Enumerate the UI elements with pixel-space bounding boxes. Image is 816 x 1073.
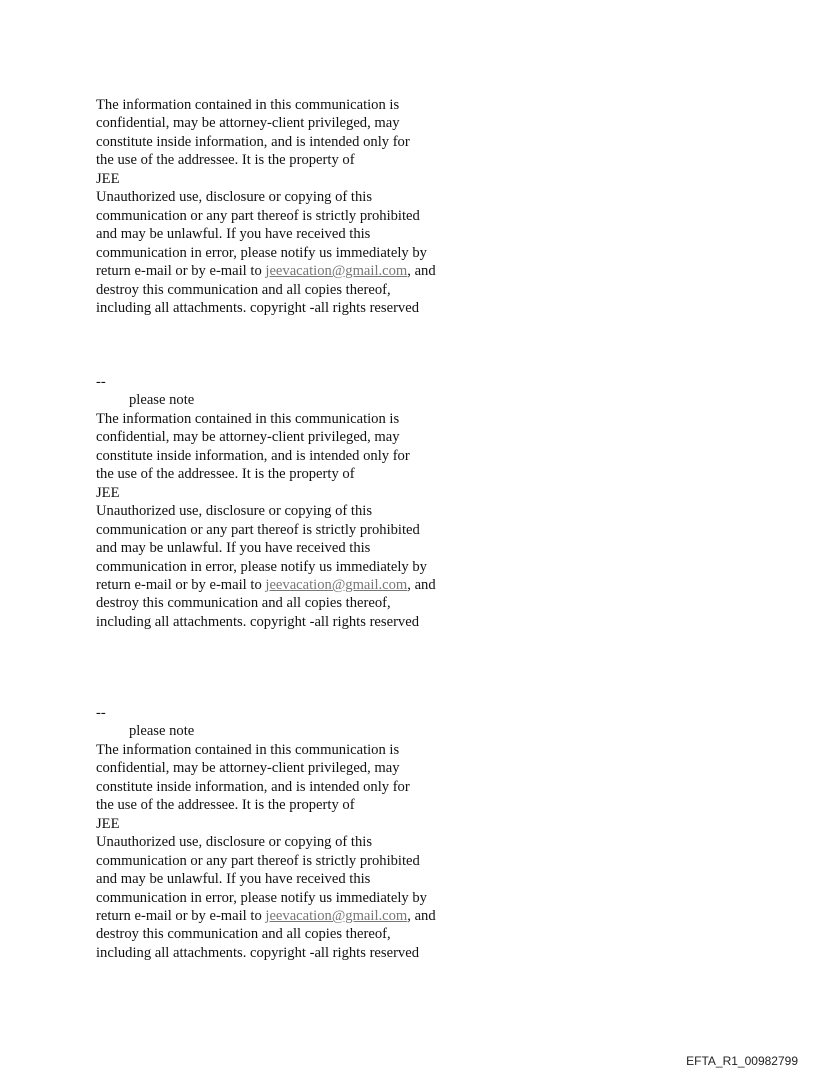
notice-line: confidential, may be attorney-client privileged, may xyxy=(96,760,400,777)
notice-text: , and xyxy=(407,263,436,280)
notice-email-line xyxy=(96,262,516,280)
notice-email-line xyxy=(96,907,516,925)
notice-line: destroy this communication and all copies thereof, xyxy=(96,595,391,612)
notice-line: destroy this communication and all copies thereof, xyxy=(96,281,391,298)
notice-line: The information contained in this communication is xyxy=(96,410,400,427)
notice-email-line xyxy=(96,576,516,594)
notice-line: JEE xyxy=(96,815,120,832)
notice-line: including all attachments. copyright -all rights reserved xyxy=(96,613,419,630)
document-id-stamp: EFTA_R1_00982799 xyxy=(686,1054,798,1068)
confidentiality-notice-2 xyxy=(96,373,516,631)
notice-line: destroy this communication and all copies thereof, xyxy=(96,926,391,943)
confidentiality-notice-3 xyxy=(96,704,516,962)
notice-line: confidential, may be attorney-client privileged, may xyxy=(96,429,400,446)
notice-line: communication or any part thereof is strictly prohibited xyxy=(96,207,420,224)
notice-line: constitute inside information, and is intended only for xyxy=(96,447,410,464)
notice-line: including all attachments. copyright -all rights reserved xyxy=(96,944,419,961)
notice-line: including all attachments. copyright -all rights reserved xyxy=(96,299,419,316)
notice-line: and may be unlawful. If you have received this xyxy=(96,540,371,557)
signature-separator: -- xyxy=(96,705,106,721)
email-link[interactable]: jeevacation@gmail.com xyxy=(265,263,408,280)
notice-line: and may be unlawful. If you have received this xyxy=(96,871,371,888)
notice-line: the use of the addressee. It is the property of xyxy=(96,466,355,483)
notice-line: communication in error, please notify us immediately by xyxy=(96,558,427,575)
notice-line: JEE xyxy=(96,170,120,187)
email-link[interactable]: jeevacation@gmail.com xyxy=(265,907,408,924)
email-link[interactable]: jeevacation@gmail.com xyxy=(265,576,408,593)
notice-text: , and xyxy=(407,576,436,593)
please-note-heading: please note xyxy=(129,723,195,740)
notice-line: Unauthorized use, disclosure or copying of this xyxy=(96,189,373,206)
notice-line: The information contained in this communication is xyxy=(96,97,400,113)
signature-separator: -- xyxy=(96,374,106,390)
notice-text: return e-mail or by e-mail to xyxy=(96,263,266,280)
notice-line: confidential, may be attorney-client privileged, may xyxy=(96,115,400,132)
notice-line: JEE xyxy=(96,484,120,501)
notice-line: communication in error, please notify us immediately by xyxy=(96,244,427,261)
notice-line: Unauthorized use, disclosure or copying of this xyxy=(96,834,373,851)
notice-line: communication in error, please notify us immediately by xyxy=(96,889,427,906)
notice-text: return e-mail or by e-mail to xyxy=(96,907,266,924)
notice-line: constitute inside information, and is intended only for xyxy=(96,778,410,795)
notice-text: return e-mail or by e-mail to xyxy=(96,576,266,593)
notice-line: constitute inside information, and is intended only for xyxy=(96,133,410,150)
notice-line: The information contained in this communication is xyxy=(96,741,400,758)
notice-line: Unauthorized use, disclosure or copying of this xyxy=(96,503,373,520)
please-note-heading: please note xyxy=(129,392,195,409)
notice-text: , and xyxy=(407,907,436,924)
notice-line: the use of the addressee. It is the property of xyxy=(96,797,355,814)
confidentiality-notice-1 xyxy=(96,96,516,317)
notice-line: and may be unlawful. If you have received this xyxy=(96,226,371,243)
notice-line: communication or any part thereof is strictly prohibited xyxy=(96,521,420,538)
notice-line: the use of the addressee. It is the property of xyxy=(96,152,355,169)
notice-line: communication or any part thereof is strictly prohibited xyxy=(96,852,420,869)
